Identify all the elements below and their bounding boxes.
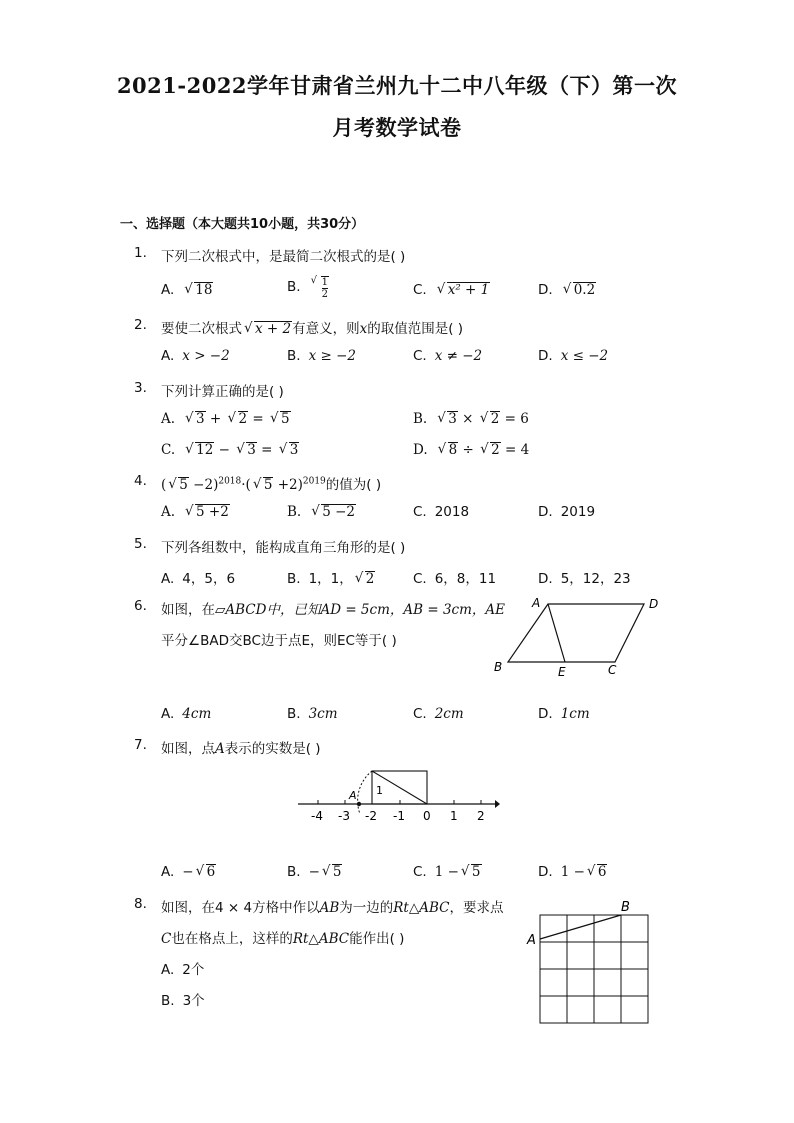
svg-text:1: 1	[450, 809, 458, 823]
label-c: C	[608, 663, 617, 677]
axis-ticks	[311, 809, 485, 823]
option-c[interactable]: C.√ 12 − √ 3 = √ 3	[161, 442, 299, 458]
question-stem: (√ 5 −2)$^{2018}$·(√ 5 +2)$^{2019}$的值为( )	[161, 473, 381, 493]
option-d[interactable]: D.√ 0.2	[538, 282, 596, 298]
question-stem-line1: 如图，在▱ABCD中，已知AD = 5cm，AB = 3cm，AE	[161, 602, 506, 618]
question-stem: 要使二次根式√ x + 2有意义，则x的取值范围是( )	[161, 317, 463, 337]
option-d[interactable]: D. 2019	[538, 504, 596, 520]
option-b[interactable]: B.√ 5 −2	[287, 504, 356, 520]
unit-label: 1	[376, 784, 383, 797]
label-b: B	[494, 660, 503, 674]
option-a[interactable]: A.√ 18	[161, 282, 213, 298]
option-a[interactable]: A.√ 3 + √ 2 = √ 5	[161, 411, 291, 427]
option-c[interactable]: C. 2cm	[413, 706, 464, 722]
option-a[interactable]: A.√ 5 +2	[161, 504, 230, 520]
svg-text:2: 2	[477, 809, 485, 823]
svg-text:-3: -3	[338, 809, 350, 823]
question-number: 4.	[134, 473, 147, 489]
number-line-figure	[290, 762, 505, 824]
option-a[interactable]: A. 4，5，6	[161, 571, 236, 587]
option-a[interactable]: A. x > −2	[161, 348, 230, 364]
option-b[interactable]: B.√ 3 × √ 2 = 6	[413, 411, 529, 427]
question-stem-line2: C也在格点上，这样的Rt△ABC能作出( )	[161, 931, 405, 947]
option-c[interactable]: C.√ x² + 1	[413, 282, 490, 298]
section-heading: 一、选择题（本大题共10小题，共30分）	[120, 217, 365, 232]
parallelogram-figure	[490, 594, 670, 684]
question-number: 6.	[134, 598, 147, 614]
option-c[interactable]: C. x ≠ −2	[413, 348, 483, 364]
option-b[interactable]: B. 3个	[161, 993, 205, 1009]
question-number: 1.	[134, 245, 147, 261]
label-e: E	[558, 665, 566, 679]
svg-text:-1: -1	[393, 809, 405, 823]
exam-title-line2: 月考数学试卷	[332, 115, 462, 140]
label-d: D	[649, 597, 659, 611]
option-c[interactable]: C. 1 −√ 5	[413, 864, 482, 880]
question-stem: 下列二次根式中，是最简二次根式的是( )	[161, 249, 406, 265]
option-b[interactable]: B. √ $\frac{1}{2}$	[287, 276, 329, 300]
option-d[interactable]: D. 1 −√ 6	[538, 864, 607, 880]
option-b[interactable]: B. 1，1，√ 2	[287, 567, 375, 587]
question-stem-line2: 平分∠BAD交BC边于点E，则EC等于( )	[161, 633, 397, 649]
option-d[interactable]: D. x ≤ −2	[538, 348, 609, 364]
question-number: 8.	[134, 896, 147, 912]
grid-figure	[522, 896, 652, 1028]
label-a: A	[532, 596, 541, 610]
option-a[interactable]: A. 4cm	[161, 706, 212, 722]
option-a[interactable]: A. −√ 6	[161, 864, 216, 880]
label-a: A	[527, 933, 536, 948]
question-number: 7.	[134, 737, 147, 753]
question-stem: 如图，点A表示的实数是( )	[161, 741, 321, 757]
exam-title-line1: 2021-2022学年甘肃省兰州九十二中八年级（下）第一次	[116, 73, 678, 98]
svg-text:-2: -2	[365, 809, 377, 823]
question-number: 3.	[134, 380, 147, 396]
svg-text:0: 0	[423, 809, 431, 823]
svg-text:-4: -4	[311, 809, 323, 823]
label-b: B	[621, 900, 630, 915]
option-d[interactable]: D. 1cm	[538, 706, 590, 722]
option-c[interactable]: C. 6，8，11	[413, 571, 497, 587]
option-b[interactable]: B. x ≥ −2	[287, 348, 356, 364]
option-d[interactable]: D.√ 8 ÷ √ 2 = 4	[413, 442, 529, 458]
option-b[interactable]: B. 3cm	[287, 706, 338, 722]
option-a[interactable]: A. 2个	[161, 962, 205, 978]
point-a-label: A	[349, 789, 357, 802]
question-stem: 下列各组数中，能构成直角三角形的是( )	[161, 540, 406, 556]
question-number: 5.	[134, 536, 147, 552]
option-d[interactable]: D. 5，12，23	[538, 571, 631, 587]
question-stem-line1: 如图，在4 × 4方格中作以AB为一边的Rt△ABC，要求点	[161, 900, 504, 916]
option-b[interactable]: B. −√ 5	[287, 864, 342, 880]
option-c[interactable]: C. 2018	[413, 504, 470, 520]
question-number: 2.	[134, 317, 147, 333]
question-stem: 下列计算正确的是( )	[161, 384, 284, 400]
